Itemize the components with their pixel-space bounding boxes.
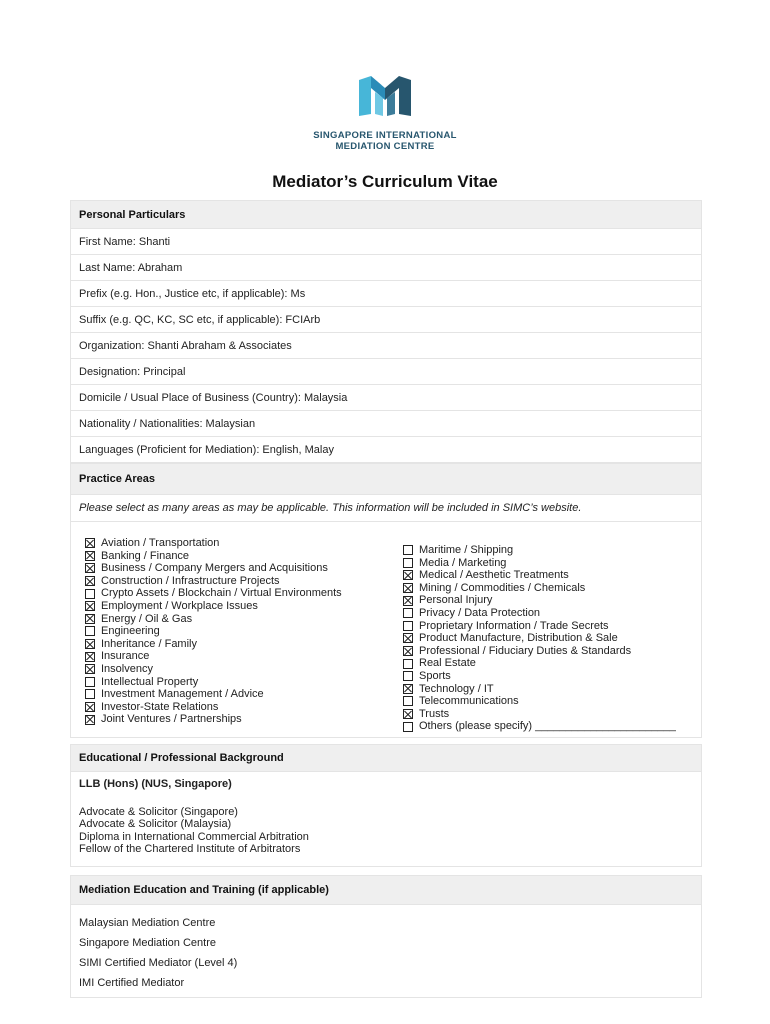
simc-logo bbox=[0, 74, 770, 152]
practice-area-option[interactable] bbox=[85, 562, 389, 575]
practice-area-option[interactable] bbox=[85, 688, 389, 701]
practice-areas-right-column bbox=[389, 524, 676, 733]
practice-areas-left-column bbox=[71, 524, 389, 733]
practice-area-option[interactable] bbox=[85, 701, 389, 714]
practice-area-label: Investor-State Relations bbox=[101, 700, 219, 713]
practice-area-option[interactable] bbox=[85, 663, 389, 676]
practice-area-label: Construction / Infrastructure Projects bbox=[101, 574, 280, 587]
personal-particulars-heading: Personal Particulars bbox=[70, 200, 702, 229]
practice-area-label: Intellectual Property bbox=[101, 675, 199, 688]
practice-area-label: Crypto Assets / Blockchain / Virtual Environments bbox=[101, 587, 342, 600]
practice-area-option[interactable] bbox=[85, 650, 389, 663]
practice-area-option[interactable] bbox=[85, 638, 389, 651]
checked-checkbox[interactable] bbox=[85, 538, 95, 548]
practice-area-label: Insurance bbox=[101, 650, 150, 663]
unchecked-checkbox[interactable] bbox=[403, 671, 413, 681]
unchecked-checkbox[interactable] bbox=[403, 722, 413, 732]
unchecked-checkbox[interactable] bbox=[85, 626, 95, 636]
practice-area-option[interactable] bbox=[85, 613, 389, 626]
practice-area-option[interactable] bbox=[403, 708, 676, 721]
practice-area-option[interactable] bbox=[403, 582, 676, 595]
personal-field[interactable]: Domicile / Usual Place of Business (Country): Malaysia bbox=[70, 385, 702, 411]
practice-area-label: Joint Ventures / Partnerships bbox=[101, 713, 242, 726]
practice-area-label: Others (please specify) _______________________ bbox=[419, 720, 676, 733]
practice-area-option[interactable] bbox=[403, 607, 676, 620]
practice-areas-note: Please select as many areas as may be applicable. This information will be included in SIMC’s website. bbox=[70, 495, 702, 522]
practice-area-option[interactable] bbox=[85, 587, 389, 600]
checked-checkbox[interactable] bbox=[403, 709, 413, 719]
practice-area-option[interactable] bbox=[403, 670, 676, 683]
practice-area-label: Privacy / Data Protection bbox=[419, 606, 541, 619]
training-list bbox=[70, 905, 702, 998]
training-item: IMI Certified Mediator bbox=[70, 973, 702, 998]
practice-area-label: Aviation / Transportation bbox=[101, 537, 220, 549]
personal-fields bbox=[70, 229, 702, 463]
education-line: Diploma in International Commercial Arbitration bbox=[79, 830, 309, 843]
personal-field[interactable]: First Name: Shanti bbox=[70, 229, 702, 255]
practice-areas-checklist bbox=[70, 522, 702, 738]
checked-checkbox[interactable] bbox=[403, 583, 413, 593]
logo-line-1: SINGAPORE INTERNATIONAL bbox=[313, 130, 457, 141]
practice-area-option[interactable] bbox=[403, 544, 676, 557]
unchecked-checkbox[interactable] bbox=[85, 589, 95, 599]
unchecked-checkbox[interactable] bbox=[403, 608, 413, 618]
document-title: Mediator’s Curriculum Vitae bbox=[272, 172, 498, 191]
practice-area-option[interactable] bbox=[403, 557, 676, 570]
checked-checkbox[interactable] bbox=[85, 639, 95, 649]
personal-field[interactable]: Nationality / Nationalities: Malaysian bbox=[70, 411, 702, 437]
cv-form bbox=[70, 200, 702, 998]
practice-area-option[interactable] bbox=[403, 569, 676, 582]
checked-checkbox[interactable] bbox=[403, 596, 413, 606]
logo-line-2: MEDIATION CENTRE bbox=[335, 141, 435, 152]
unchecked-checkbox[interactable] bbox=[403, 545, 413, 555]
practice-area-option[interactable] bbox=[85, 713, 389, 726]
unchecked-checkbox[interactable] bbox=[403, 696, 413, 706]
practice-area-option[interactable] bbox=[85, 575, 389, 588]
checked-checkbox[interactable] bbox=[85, 702, 95, 712]
personal-field[interactable]: Designation: Principal bbox=[70, 359, 702, 385]
training-item: Singapore Mediation Centre bbox=[70, 933, 702, 953]
practice-area-label: Telecommunications bbox=[419, 695, 519, 708]
practice-area-option[interactable] bbox=[85, 550, 389, 563]
checked-checkbox[interactable] bbox=[403, 633, 413, 643]
practice-area-option[interactable] bbox=[403, 657, 676, 670]
practice-area-label: Banking / Finance bbox=[101, 549, 190, 562]
practice-area-label: Engineering bbox=[101, 625, 160, 638]
education-degree: LLB (Hons) (NUS, Singapore) bbox=[70, 772, 702, 796]
checked-checkbox[interactable] bbox=[403, 570, 413, 580]
practice-area-label: Media / Marketing bbox=[419, 556, 507, 569]
checked-checkbox[interactable] bbox=[85, 664, 95, 674]
personal-field[interactable]: Organization: Shanti Abraham & Associates bbox=[70, 333, 702, 359]
practice-area-option[interactable] bbox=[403, 695, 676, 708]
personal-field[interactable]: Prefix (e.g. Hon., Justice etc, if applicable): Ms bbox=[70, 281, 702, 307]
practice-area-label: Insolvency bbox=[101, 662, 153, 675]
practice-area-label: Investment Management / Advice bbox=[101, 688, 264, 701]
practice-area-label: Employment / Workplace Issues bbox=[101, 599, 258, 612]
practice-area-label: Business / Company Mergers and Acquisitions bbox=[101, 562, 328, 575]
practice-area-option[interactable] bbox=[403, 632, 676, 645]
practice-area-option[interactable] bbox=[403, 594, 676, 607]
education-line: Advocate & Solicitor (Malaysia) bbox=[79, 818, 232, 831]
practice-area-option[interactable] bbox=[403, 683, 676, 696]
practice-area-option[interactable] bbox=[85, 600, 389, 613]
unchecked-checkbox[interactable] bbox=[403, 558, 413, 568]
checked-checkbox[interactable] bbox=[85, 576, 95, 586]
practice-area-label: Personal Injury bbox=[419, 594, 493, 607]
practice-areas-heading: Practice Areas bbox=[70, 463, 702, 495]
checked-checkbox[interactable] bbox=[85, 551, 95, 561]
practice-area-label: Inheritance / Family bbox=[101, 637, 197, 650]
checked-checkbox[interactable] bbox=[85, 652, 95, 662]
training-item: SIMI Certified Mediator (Level 4) bbox=[70, 953, 702, 973]
training-heading: Mediation Education and Training (if applicable) bbox=[70, 875, 702, 905]
practice-area-option[interactable] bbox=[403, 620, 676, 633]
practice-area-label: Energy / Oil & Gas bbox=[101, 612, 193, 625]
checked-checkbox[interactable] bbox=[85, 601, 95, 611]
training-item: Malaysian Mediation Centre bbox=[70, 905, 702, 933]
practice-area-label: Product Manufacture, Distribution & Sale bbox=[419, 632, 618, 645]
practice-area-option[interactable] bbox=[403, 720, 676, 733]
checked-checkbox[interactable] bbox=[85, 715, 95, 725]
unchecked-checkbox[interactable] bbox=[85, 689, 95, 699]
practice-area-label: Technology / IT bbox=[419, 682, 494, 695]
practice-area-label: Proprietary Information / Trade Secrets bbox=[419, 619, 609, 632]
education-line: Fellow of the Chartered Institute of Arbitrators bbox=[79, 843, 301, 856]
practice-area-option[interactable] bbox=[403, 645, 676, 658]
practice-area-label: Sports bbox=[419, 669, 451, 682]
practice-area-label: Professional / Fiduciary Duties & Standards bbox=[419, 644, 632, 657]
practice-area-label: Medical / Aesthetic Treatments bbox=[419, 569, 569, 582]
checked-checkbox[interactable] bbox=[403, 684, 413, 694]
practice-area-label: Maritime / Shipping bbox=[419, 544, 514, 556]
education-details bbox=[70, 796, 702, 867]
practice-area-option[interactable] bbox=[85, 537, 389, 550]
checked-checkbox[interactable] bbox=[85, 563, 95, 573]
practice-area-option[interactable] bbox=[85, 625, 389, 638]
unchecked-checkbox[interactable] bbox=[403, 659, 413, 669]
checked-checkbox[interactable] bbox=[85, 614, 95, 624]
practice-area-label: Mining / Commodities / Chemicals bbox=[419, 581, 586, 594]
practice-area-option[interactable] bbox=[85, 676, 389, 689]
simc-logo-mark bbox=[357, 74, 413, 118]
personal-field[interactable]: Suffix (e.g. QC, KC, SC etc, if applicable): FCIArb bbox=[70, 307, 702, 333]
practice-area-label: Real Estate bbox=[419, 657, 476, 670]
education-heading: Educational / Professional Background bbox=[70, 744, 702, 772]
unchecked-checkbox[interactable] bbox=[403, 621, 413, 631]
education-line: Advocate & Solicitor (Singapore) bbox=[79, 805, 238, 818]
practice-area-label: Trusts bbox=[419, 707, 450, 720]
personal-field[interactable]: Last Name: Abraham bbox=[70, 255, 702, 281]
personal-field[interactable]: Languages (Proficient for Mediation): English, Malay bbox=[70, 437, 702, 463]
checked-checkbox[interactable] bbox=[403, 646, 413, 656]
unchecked-checkbox[interactable] bbox=[85, 677, 95, 687]
